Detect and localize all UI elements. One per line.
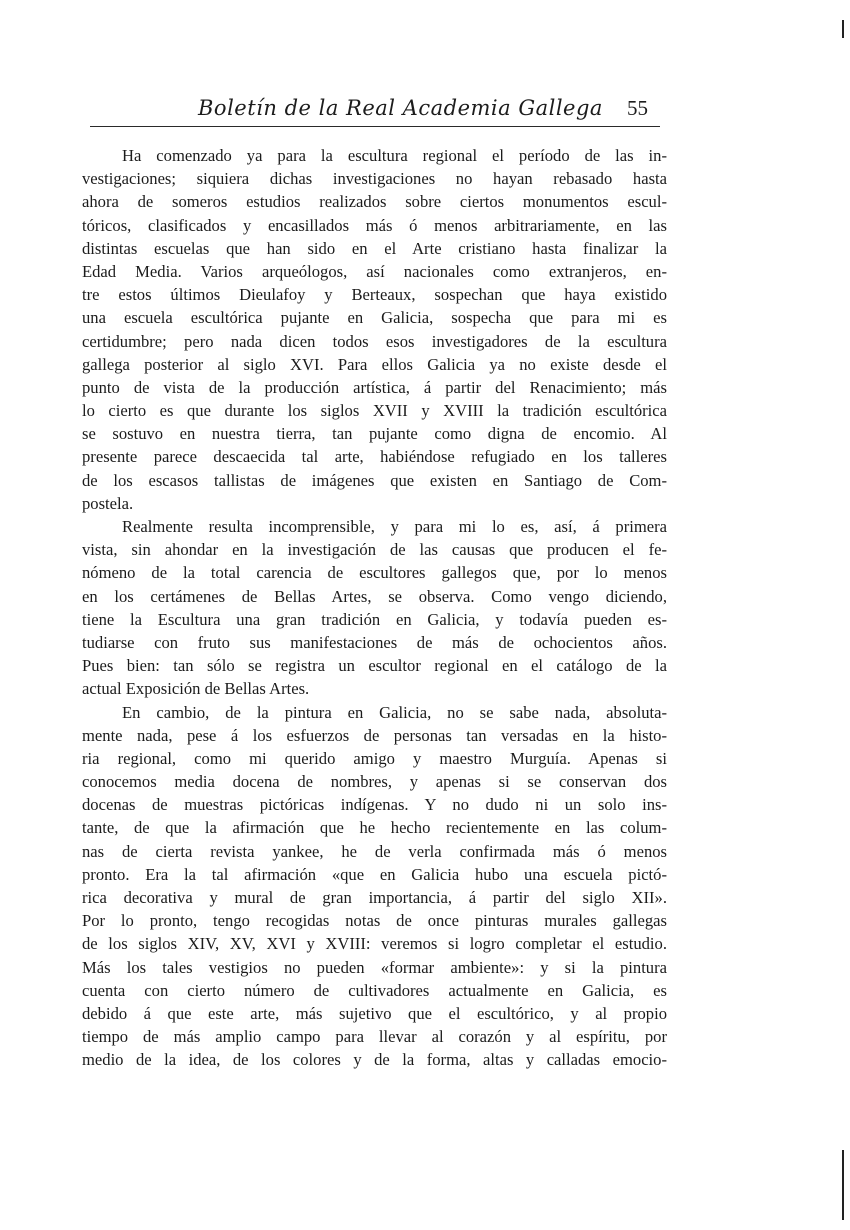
running-header <box>90 92 660 127</box>
text-line: ria regional, como mi querido amigo y maestro Murguía. Apenas si <box>82 748 667 768</box>
text-line: Más los tales vestigios no pueden «formar ambiente»: y si la pintura <box>82 957 667 977</box>
text-line: se sostuvo en nuestra tierra, tan pujante como digna de encomio. Al <box>82 424 667 444</box>
paragraph-3 <box>82 701 667 1072</box>
text-line: de los escasos tallistas de imágenes que existen en Santiago de Com- <box>82 470 667 490</box>
text-line: tiempo de más amplio campo para llevar al corazón y al espíritu, por <box>82 1027 667 1047</box>
text-line: tudiarse con fruto sus manifestaciones de más de ochocientos años. <box>82 632 667 652</box>
text-line: medio de la idea, de los colores y de la forma, altas y calladas emocio- <box>82 1050 667 1070</box>
text-line: de los siglos XIV, XV, XVI y XVIII: veremos si logro completar el estudio. <box>82 934 667 954</box>
text-line: tre estos últimos Dieulafoy y Berteaux, sospechan que haya existido <box>82 285 667 305</box>
text-line: una escuela escultórica pujante en Galicia, sospecha que para mi es <box>82 308 667 328</box>
text-line: rica decorativa y mural de gran importancia, á partir del siglo XII». <box>82 888 667 907</box>
text-line: conocemos media docena de nombres, y apenas si se conservan dos <box>82 772 667 792</box>
text-line: En cambio, de la pintura en Galicia, no se sabe nada, absoluta- <box>122 702 667 722</box>
text-line: ahora de someros estudios realizados sobre ciertos monumentos escul- <box>82 192 667 212</box>
text-line: vista, sin ahondar en la investigación de las causas que producen el fe- <box>82 540 667 560</box>
text-line: docenas de muestras pictóricas indígenas. Y no dudo ni un solo ins- <box>82 795 667 815</box>
text-line: Realmente resulta incomprensible, y para mi lo es, así, á primera <box>122 517 667 536</box>
text-line: certidumbre; pero nada dicen todos esos investigadores de la escultura <box>82 331 667 351</box>
text-line: en los certámenes de Bellas Artes, se observa. Como vengo diciendo, <box>82 586 667 606</box>
text-line: punto de vista de la producción artística, á partir del Renacimiento; más <box>82 377 667 397</box>
text-line: actual Exposición de Bellas Artes. <box>82 679 310 699</box>
text-line: vestigaciones; siquiera dichas investigaciones no hayan rebasado hasta <box>82 169 667 189</box>
text-line: cuenta con cierto número de cultivadores actualmente en Galicia, es <box>82 980 667 1000</box>
text-line: tiene la Escultura una gran tradición en Galicia, y todavía pueden es- <box>82 609 667 629</box>
scan-edge-mark <box>842 20 844 38</box>
text-line: mente nada, pese á los esfuerzos de personas tan versadas en la histo- <box>82 725 667 745</box>
text-line: nómeno de la total carencia de escultores gallegos que, por lo menos <box>82 563 667 583</box>
text-line: tóricos, clasificados y encasillados más ó menos arbitrariamente, en las <box>82 215 667 235</box>
text-line: Ha comenzado ya para la escultura regional el período de las in- <box>122 146 667 165</box>
text-line: pronto. Era la tal afirmación «que en Galicia hubo una escuela pictó- <box>82 864 667 884</box>
text-line: postela. <box>82 493 134 513</box>
text-line: presente parece descaecida tal arte, habiéndose refugiado en los talleres <box>82 447 667 467</box>
text-line: nas de cierta revista yankee, he de verla confirmada más ó menos <box>82 841 667 861</box>
body-text <box>82 144 667 1072</box>
text-line: Por lo pronto, tengo recogidas notas de once pinturas murales gallegas <box>82 911 667 931</box>
text-line: gallega posterior al siglo XVI. Para ellos Galicia ya no existe desde el <box>82 354 667 374</box>
text-line: tante, de que la afirmación que he hecho recientemente en las colum- <box>82 818 667 838</box>
page-number: 55 <box>627 96 648 120</box>
text-line: Edad Media. Varios arqueólogos, así nacionales como extranjeros, en- <box>82 261 667 281</box>
paragraph-2 <box>82 515 667 701</box>
running-title: Boletín de la Real Academia Gallega <box>198 96 603 120</box>
paragraph-1 <box>82 144 667 515</box>
text-line: Pues bien: tan sólo se registra un escultor regional en el catálogo de la <box>82 656 667 676</box>
text-line: debido á que este arte, más sujetivo que el escultórico, y al propio <box>82 1003 667 1023</box>
scan-edge-mark <box>842 1150 844 1220</box>
text-line: lo cierto es que durante los siglos XVII y XVIII la tradición escultórica <box>82 401 667 421</box>
text-line: distintas escuelas que han sido en el Arte cristiano hasta finalizar la <box>82 238 667 258</box>
